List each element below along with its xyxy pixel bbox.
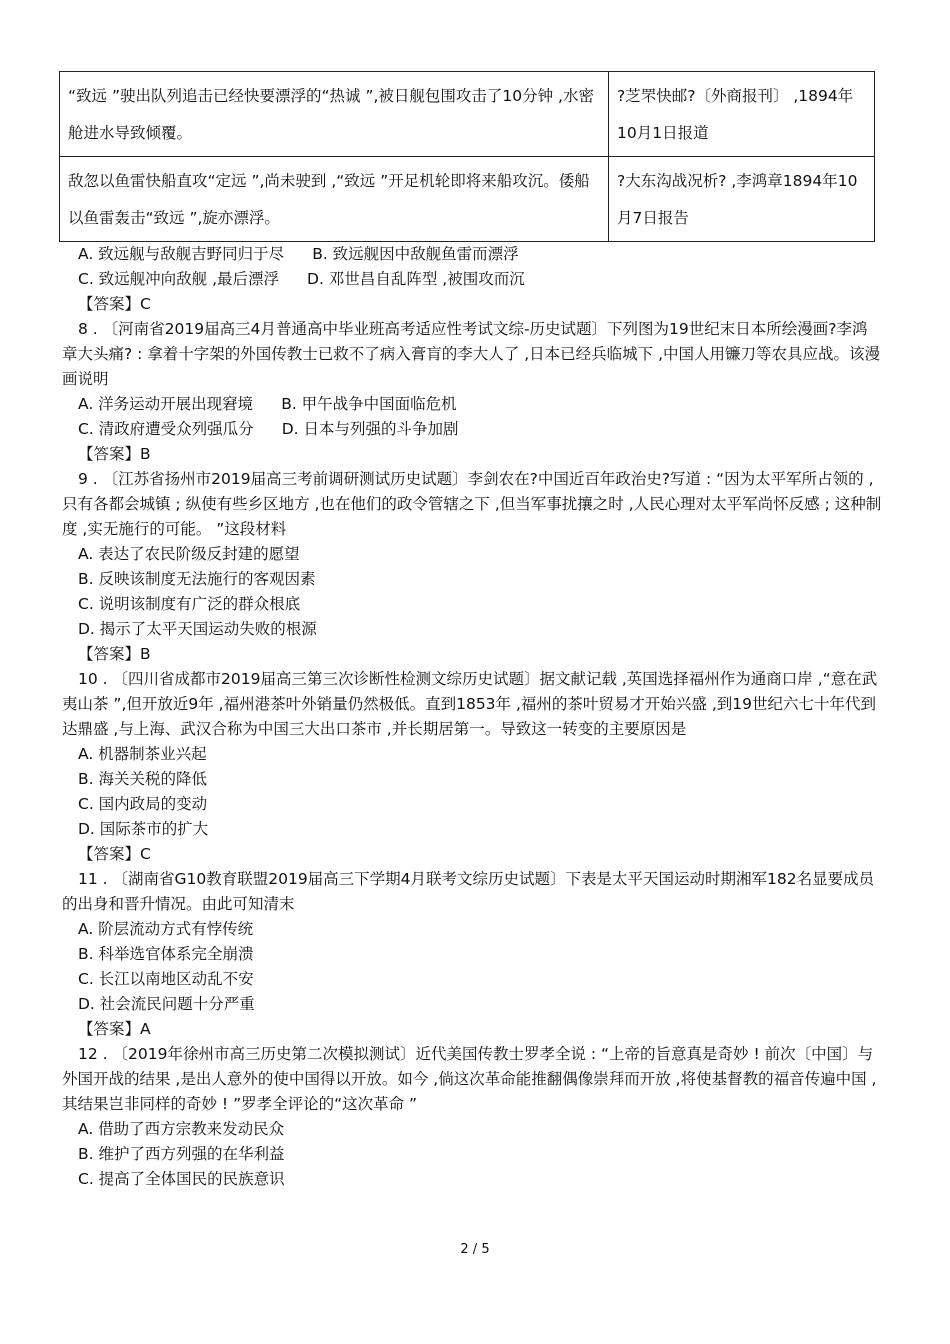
q12-stem: 12 . 〔2019年徐州市高三历史第二次模拟测试〕近代美国传教士罗孝全说 : “上帝的旨意真是奇妙 ! 前次〔中国〕与外国开战的结果 ,是出人意外的使中国得以开放。如今 ,倘这次革命能推翻偶像崇拜而开放 ,将使基督教的福音传遍中国 ,其结果岂非同样的奇妙 ! ”罗孝全评论的“这次革命 ”	[62, 1045, 877, 1113]
table-cell-source: ?大东沟战况析? ,李鸿章1894年10月7日报告	[609, 157, 875, 242]
q7-option-a: A. 致远舰与敌舰吉野同归于尽	[78, 245, 285, 263]
q10-answer: 【答案】C	[78, 845, 151, 863]
q9-stem: 9 . 〔江苏省扬州市2019届高三考前调研测试历史试题〕李剑农在?中国近百年政治史?写道 : “因为太平军所占领的 ,只有各都会城镇 ; 纵使有些乡区地方 ,也在他们的政令管辖之下 ,但当军事扰攘之时 ,人民心理对太平军尚怀反感 ; 这种制度 ,实无施行的可能。 ”这段材料	[62, 470, 882, 538]
q11-answer: 【答案】A	[78, 1020, 151, 1038]
table-cell-text: 敌忽以鱼雷快船直攻“定远 ”,尚未驶到 ,“致远 ”开足机轮即将来船攻沉。倭船以鱼雷轰击“致远 ”,旋亦漂浮。	[60, 157, 609, 242]
q11-option-d: D. 社会流民问题十分严重	[78, 995, 255, 1013]
source-table	[59, 71, 875, 242]
q8-option-c: C. 清政府遭受众列强瓜分	[78, 420, 254, 438]
table-row	[60, 72, 875, 157]
table-cell-text: “致远 ”驶出队列追击已经快要漂浮的“热诚 ”,被日舰包围攻击了10分钟 ,水密舱进水导致倾覆。	[60, 72, 609, 157]
q10-option-a: A. 机器制茶业兴起	[78, 745, 207, 763]
page-number: 2 / 5	[460, 1242, 490, 1257]
question-list	[62, 242, 886, 1192]
q7-options-row	[78, 267, 886, 292]
q12-option-b: B. 维护了西方列强的在华利益	[78, 1145, 285, 1163]
table-row	[60, 157, 875, 242]
q10-option-c: C. 国内政局的变动	[78, 795, 208, 813]
q7-answer: 【答案】C	[78, 295, 151, 313]
q10-option-b: B. 海关关税的降低	[78, 770, 207, 788]
q11-option-a: A. 阶层流动方式有悖传统	[78, 920, 254, 938]
q8-options-row	[78, 392, 886, 417]
q8-option-d: D. 日本与列强的斗争加剧	[281, 420, 459, 438]
q10-stem: 10 . 〔四川省成都市2019届高三第三次诊断性检测文综历史试题〕据文献记载 ,英国选择福州作为通商口岸 ,“意在武夷山茶 ”,但开放近9年 ,福州港茶叶外销量仍然极低。直到1853年 ,福州的茶叶贸易才开始兴盛 ,到19世纪六七十年代到达鼎盛 ,与上海、武汉合称为中国三大出口茶市 ,并长期居第一。导致这一转变的主要原因是	[62, 670, 878, 738]
q8-stem: 8 . 〔河南省2019届高三4月普通高中毕业班高考适应性考试文综-历史试题〕下列图为19世纪末日本所绘漫画?李鸿章大头痛? : 拿着十字架的外国传教士已救不了病入膏肓的李大人了 ,日本已经兵临城下 ,中国人用镰刀等农具应战。该漫画说明	[62, 320, 881, 388]
q12-option-a: A. 借助了西方宗教来发动民众	[78, 1120, 285, 1138]
q8-options-row	[78, 417, 886, 442]
q7-option-d: D. 邓世昌自乱阵型 ,被围攻而沉	[307, 270, 525, 288]
q10-option-d: D. 国际茶市的扩大	[78, 820, 209, 838]
q9-answer: 【答案】B	[78, 645, 151, 663]
q11-stem: 11 . 〔湖南省G10教育联盟2019届高三下学期4月联考文综历史试题〕下表是太平天国运动时期湘军182名显要成员的出身和晋升情况。由此可知清末	[62, 870, 875, 913]
q7-options-row	[78, 242, 886, 267]
q9-option-a: A. 表达了农民阶级反封建的愿望	[78, 545, 300, 563]
q9-option-b: B. 反映该制度无法施行的客观因素	[78, 570, 316, 588]
q11-option-c: C. 长江以南地区动乱不安	[78, 970, 254, 988]
q11-option-b: B. 科举选官体系完全崩溃	[78, 945, 254, 963]
q8-answer: 【答案】B	[78, 445, 151, 463]
q7-option-c: C. 致远舰冲向敌舰 ,最后漂浮	[78, 270, 280, 288]
q9-option-d: D. 揭示了太平天国运动失败的根源	[78, 620, 317, 638]
q12-option-c: C. 提高了全体国民的民族意识	[78, 1170, 285, 1188]
q8-option-a: A. 洋务运动开展出现窘境	[78, 395, 254, 413]
q7-option-b: B. 致远舰因中敌舰鱼雷而漂浮	[312, 245, 519, 263]
q9-option-c: C. 说明该制度有广泛的群众根底	[78, 595, 301, 613]
q8-option-b: B. 甲午战争中国面临危机	[281, 395, 457, 413]
table-cell-source: ?芝罘快邮?〔外商报刊〕 ,1894年10月1日报道	[609, 72, 875, 157]
